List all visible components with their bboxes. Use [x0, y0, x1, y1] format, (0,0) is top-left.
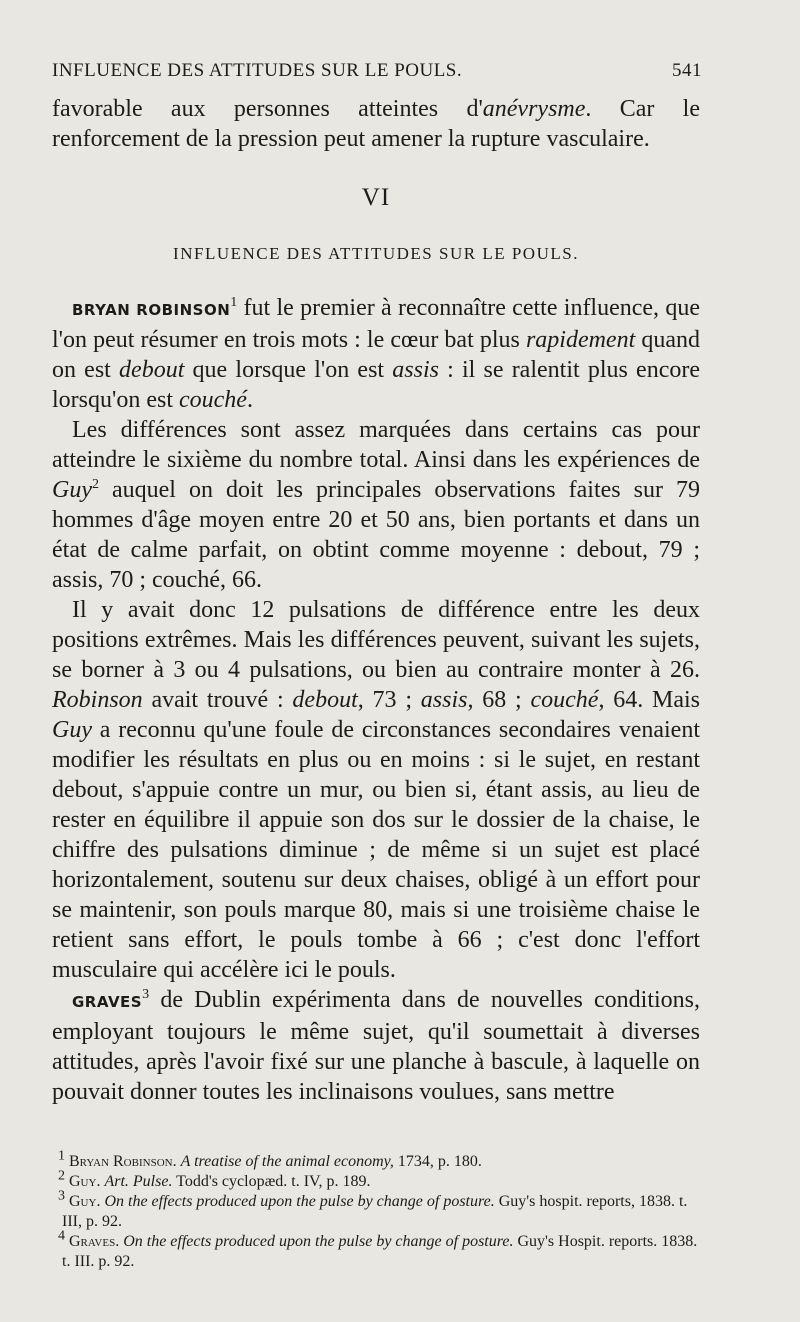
footnote-ref: 3: [142, 987, 150, 1002]
paragraph-pulsations: Il y avait donc 12 pulsations de différence entre les deux positions extrêmes. Mais les différences peuvent, suivant les sujets, se borner à 3 ou 4 pulsations, ou bien au contraire monter à 26. Robinson avait trouvé : debout, 73 ; assis, 68 ; couché, 64. Mais Guy a reconnu qu'une foule de circonstances secondaires venaient modifier les résultats en plus ou en moins : si le sujet, en restant debout, s'appuie contre un mur, ou bien si, étant assis, au lieu de rester en équilibre il appuie son dos sur le dossier de la chaise, le chiffre des pulsations diminue ; de même si un sujet est placé horizontalement, soutenu sur deux chaises, obligé à un effort pour se maintenir, son pouls marque 80, mais si une troisième chaise le retient sans effort, le pouls tombe à 66 ; c'est donc l'effort musculaire qui accélère ici le pouls.: [52, 597, 700, 983]
footnote-ref: 2: [91, 477, 99, 492]
section-title: INFLUENCE DES ATTITUDES SUR LE POULS.: [173, 244, 579, 263]
footnotes: [52, 1148, 700, 1272]
running-title: INFLUENCE DES ATTITUDES SUR LE POULS.: [52, 60, 463, 81]
section-number: VI: [361, 184, 391, 211]
main-text: [52, 94, 700, 1107]
footnote: $^1$ Bryan Robinson. A treatise of the animal economy, 1734, p. 180.: [58, 1148, 482, 1170]
intro-paragraph: favorable aux personnes atteintes d'anévrysme. Car le renforcement de la pression peut amener la rupture vasculaire.: [52, 96, 700, 152]
footnote: $^4$ Graves. On the effects produced upon the pulse by change of posture. Guy's Hospit. reports. 1838. t. III. p. 92.: [58, 1228, 698, 1270]
paragraph-differences: Les différences sont assez marquées dans certains cas pour atteindre le sixième du nombre total. Ainsi dans les expériences de Guy$^2$ auquel on doit les principales observations faites sur 79 hommes d'âge moyen entre 20 et 50 ans, bien portants et dans un état de calme parfait, on obtint comme moyenne : debout, 79 ; assis, 70 ; couché, 66.: [52, 417, 700, 593]
running-header: [52, 60, 702, 82]
footnote-ref: 1: [230, 295, 238, 310]
footnote: $^2$ Guy. Art. Pulse. Todd's cyclopæd. t. IV, p. 189.: [58, 1168, 371, 1190]
page-number: 541: [672, 60, 702, 81]
author-name: BRYAN ROBINSON: [72, 301, 231, 319]
paragraph-graves: GRAVES$^3$ de Dublin expérimenta dans de nouvelles conditions, employant toujours le même sujet, qu'il soumettait à diverses attitudes, après l'avoir fixé sur une planche à bascule, à laquelle on pouvait donner toutes les inclinaisons voulues, sans mettre: [52, 987, 700, 1105]
paragraph-robinson: BRYAN ROBINSON$^1$ fut le premier à reconnaître cette influence, que l'on peut résumer en trois mots : le cœur bat plus rapidement quand on est debout que lorsque l'on est assis : il se ralentit plus encore lorsqu'on est couché.: [52, 295, 701, 413]
footnote: $^3$ Guy. On the effects produced upon the pulse by change of posture. Guy's hospit. reports, 1838. t. III, p. 92.: [58, 1188, 688, 1230]
author-name: GRAVES: [72, 993, 143, 1011]
